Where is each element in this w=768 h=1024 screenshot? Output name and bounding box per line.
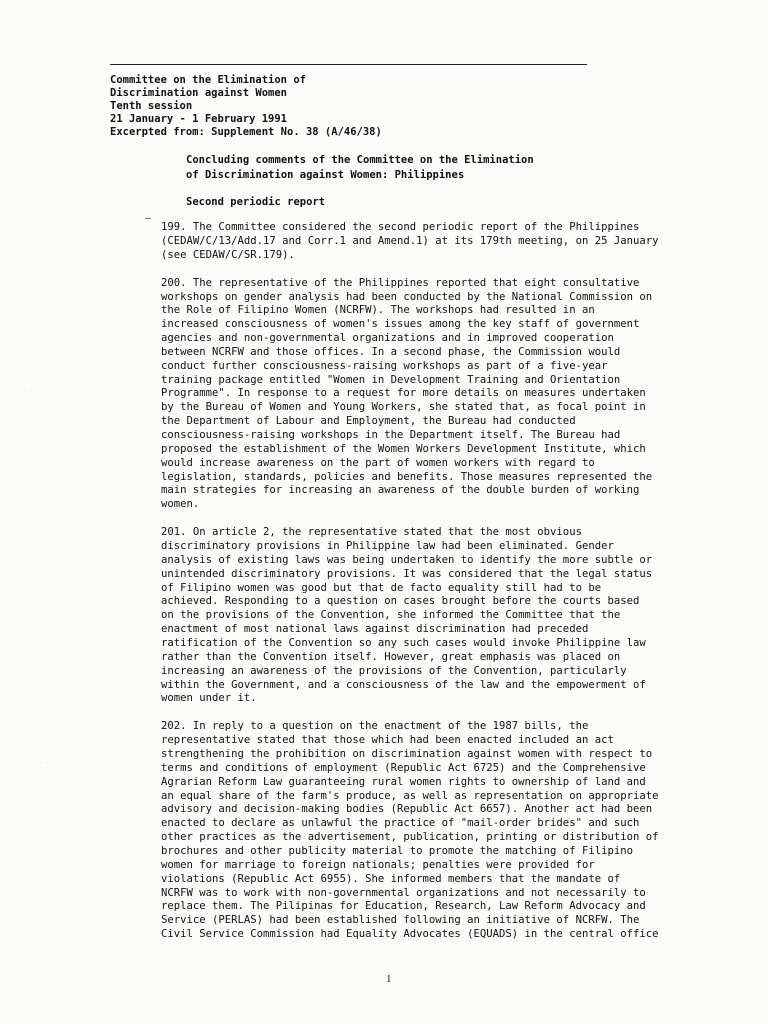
- scan-mark: –: [145, 213, 152, 224]
- paragraph-line: discriminatory provisions in Philippine law had been eliminated. Gender: [161, 540, 614, 553]
- paragraph-line: within the Government, and a consciousness of the law and the empowerment of: [161, 678, 646, 691]
- top-rule: [110, 64, 587, 65]
- paragraph-line: consciousness-raising workshops in the Department itself. The Bureau had: [161, 429, 621, 441]
- header-line: Excerpted from: Supplement No. 38 (A/46/38): [110, 126, 382, 138]
- paragraph-line: other practices as the advertisement, publication, printing or distribution of: [161, 831, 659, 844]
- paragraph-line: by the Bureau of Women and Young Workers, she stated that, as focal point in: [161, 401, 646, 414]
- paragraph-line: brochures and other publicity material to promote the matching of Filipino: [161, 845, 633, 857]
- paragraph: [161, 720, 701, 942]
- paragraph-line: representative stated that those which had been enacted included an act: [161, 734, 614, 747]
- document-body: [161, 221, 701, 956]
- paragraph-line: women.: [161, 498, 200, 511]
- paragraph: [161, 221, 701, 263]
- paragraph-line: training package entitled "Women in Development Training and Orientation: [161, 373, 621, 386]
- paragraph-line: agencies and non-governmental organizations and in improved cooperation: [161, 332, 614, 345]
- title-line: of Discrimination against Women: Philippines: [186, 168, 465, 181]
- paragraph-line: the Department of Labour and Employment, the Bureau had conducted: [161, 415, 576, 428]
- paragraph-line: Programme". In response to a request for more details on measures undertaken: [161, 387, 646, 400]
- paragraph-line: achieved. Responding to a question on cases brought before the courts based: [161, 595, 640, 608]
- document-header: [110, 74, 382, 139]
- paragraph-line: the Role of Filipino Women (NCRFW). The workshops had resulted in an: [161, 304, 595, 317]
- paragraph-line: on the provisions of the Convention, she informed the Committee that the: [161, 609, 621, 622]
- scan-artifact: · · · · ·: [18, 388, 45, 395]
- paragraph-line: advisory and decision-making bodies (Republic Act 6657). Another act had been: [161, 803, 653, 816]
- paragraph: [161, 526, 701, 706]
- paragraph-line: legislation, standards, policies and benefits. Those measures represented the: [161, 470, 653, 483]
- paragraph-line: analysis of existing laws was being undertaken to identify the more subtle or: [161, 553, 653, 566]
- paragraph-line: enactment of most national laws against discrimination had preceded: [161, 623, 589, 636]
- header-line: Discrimination against Women: [110, 87, 288, 99]
- paragraph-line: an equal share of the farm's produce, as well as representation on appropriate: [161, 789, 659, 802]
- paragraph-line: enacted to declare as unlawful the practice of "mail-order brides" and such: [161, 817, 640, 830]
- header-line: 21 January - 1 February 1991: [110, 113, 288, 125]
- paragraph-line: increased consciousness of women's issues among the key staff of government: [161, 318, 640, 331]
- paragraph-line: 201. On article 2, the representative stated that the most obvious: [161, 526, 582, 539]
- scan-artifact: · · · ·: [28, 760, 49, 767]
- paragraph-line: NCRFW was to work with non-governmental organizations and not necessarily to: [161, 886, 646, 899]
- header-line: Tenth session: [110, 100, 193, 112]
- paragraph-line: strengthening the prohibition on discrimination against women with respect to: [161, 748, 653, 761]
- paragraph-line: Agrarian Reform Law guaranteeing rural women rights to ownership of land and: [161, 775, 646, 788]
- title-line: Concluding comments of the Committee on the Elimination: [186, 154, 534, 166]
- paragraph-line: terms and conditions of employment (Republic Act 6725) and the Comprehensive: [161, 761, 646, 774]
- paragraph-line: proposed the establishment of the Women Workers Development Institute, which: [161, 442, 646, 455]
- paragraph-line: women under it.: [161, 692, 257, 705]
- paragraph-line: ratification of the Convention so any such cases would invoke Philippine law: [161, 637, 646, 649]
- section-heading: Second periodic report: [186, 196, 326, 208]
- paragraph-line: between NCRFW and those offices. In a second phase, the Commission would: [161, 345, 621, 358]
- paragraph-line: 199. The Committee considered the second periodic report of the Philippines: [161, 221, 640, 233]
- paragraph-line: of Filipino women was good but that de facto equality still had to be: [161, 581, 602, 594]
- paragraph-line: workshops on gender analysis had been conducted by the National Commission on: [161, 290, 653, 303]
- paragraph-line: unintended discriminatory provisions. It was considered that the legal status: [161, 567, 653, 580]
- paragraph-line: 200. The representative of the Philippines reported that eight consultative: [161, 276, 640, 289]
- paragraph-line: conduct further consciousness-raising workshops as part of a five-year: [161, 359, 608, 372]
- header-line: Committee on the Elimination of: [110, 74, 306, 86]
- paragraph-line: rather than the Convention itself. However, great emphasis was placed on: [161, 650, 621, 663]
- document-title: [186, 153, 534, 182]
- paragraph-line: Civil Service Commission had Equality Advocates (EQUADS) in the central office: [161, 928, 659, 941]
- page-number: 1: [386, 973, 392, 985]
- paragraph-line: Service (PERLAS) had been established following an initiative of NCRFW. The: [161, 914, 640, 927]
- paragraph-line: violations (Republic Act 6955). She informed members that the mandate of: [161, 872, 621, 885]
- paragraph-line: women for marriage to foreign nationals; penalties were provided for: [161, 858, 595, 871]
- paragraph: [161, 277, 701, 512]
- paragraph-line: replace them. The Pilipinas for Education, Research, Law Reform Advocacy and: [161, 900, 646, 913]
- paragraph-line: would increase awareness on the part of women workers with regard to: [161, 456, 595, 469]
- paragraph-line: 202. In reply to a question on the enactment of the 1987 bills, the: [161, 720, 589, 733]
- paragraph-line: increasing an awareness of the provisions of the Convention, particularly: [161, 664, 627, 677]
- paragraph-line: (CEDAW/C/13/Add.17 and Corr.1 and Amend.1) at its 179th meeting, on 25 January: [161, 234, 659, 247]
- paragraph-line: main strategies for increasing an awareness of the double burden of working: [161, 484, 640, 497]
- paragraph-line: (see CEDAW/C/SR.179).: [161, 248, 295, 261]
